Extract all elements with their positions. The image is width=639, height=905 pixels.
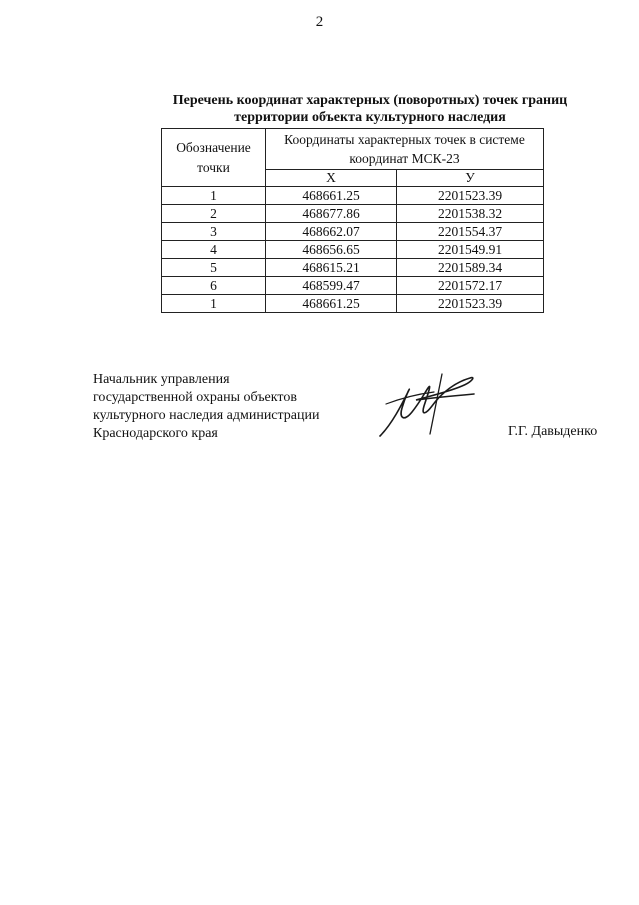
signer-position-line-4: Краснодарского края [93, 426, 218, 441]
cell-point: 2 [162, 205, 266, 223]
signer-position-line-1: Начальник управления [93, 372, 230, 387]
page-number: 2 [315, 14, 324, 30]
coordinates-table-body [162, 187, 544, 313]
table-row [162, 187, 544, 205]
table-row [162, 277, 544, 295]
document-title [140, 92, 600, 126]
document-title-line-2: территории объекта культурного наследия [234, 110, 506, 125]
header-x: Х [266, 170, 397, 187]
table-row [162, 295, 544, 313]
signer-name: Г.Г. Давыденко [508, 424, 598, 439]
cell-x: 468656.65 [266, 241, 397, 259]
cell-x: 468661.25 [266, 295, 397, 313]
signer-position-line-2: государственной охраны объектов [93, 390, 297, 405]
cell-y: 2201572.17 [397, 277, 544, 295]
header-point-designation: Обозначение точки [162, 129, 266, 187]
table-row [162, 259, 544, 277]
header-y: У [397, 170, 544, 187]
coordinates-table [161, 128, 544, 313]
cell-point: 3 [162, 223, 266, 241]
cell-y: 2201523.39 [397, 295, 544, 313]
table-row [162, 223, 544, 241]
cell-y: 2201538.32 [397, 205, 544, 223]
cell-point: 1 [162, 295, 266, 313]
cell-y: 2201589.34 [397, 259, 544, 277]
header-coordinate-system: Координаты характерных точек в системе координат МСК-23 [266, 129, 544, 170]
cell-y: 2201523.39 [397, 187, 544, 205]
table-row [162, 241, 544, 259]
cell-point: 1 [162, 187, 266, 205]
cell-x: 468599.47 [266, 277, 397, 295]
signer-position [93, 371, 320, 443]
cell-x: 468615.21 [266, 259, 397, 277]
cell-point: 5 [162, 259, 266, 277]
cell-y: 2201549.91 [397, 241, 544, 259]
table-row [162, 205, 544, 223]
handwritten-signature [372, 364, 482, 444]
cell-y: 2201554.37 [397, 223, 544, 241]
cell-point: 4 [162, 241, 266, 259]
signer-position-line-3: культурного наследия администрации [93, 408, 320, 423]
cell-x: 468661.25 [266, 187, 397, 205]
cell-point: 6 [162, 277, 266, 295]
cell-x: 468677.86 [266, 205, 397, 223]
cell-x: 468662.07 [266, 223, 397, 241]
document-title-line-1: Перечень координат характерных (поворотных) точек границ [172, 93, 568, 108]
